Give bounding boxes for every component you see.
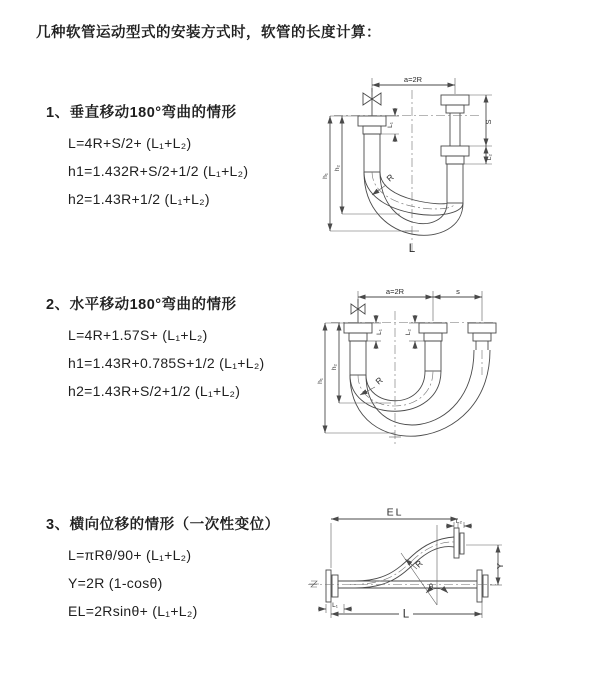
dim-el-label: EL (386, 506, 404, 519)
left-flange (326, 570, 338, 602)
dim-l2 (446, 518, 472, 528)
dim-l2-label: L₂ (455, 518, 463, 525)
dim-l1 (380, 108, 399, 142)
formula-h2: h2=1.43R+1/2 (L₁+L₂) (68, 191, 210, 207)
dim-h2-label: h₂ (331, 363, 338, 371)
valve-icon (363, 88, 381, 116)
dim-l (331, 602, 482, 621)
lower-right-flange (477, 570, 488, 602)
formula-y: Y=2R (1-cosθ) (68, 575, 163, 591)
dim-l2-label: L₂ (486, 153, 493, 161)
dim-h1-label: h₁ (322, 173, 329, 179)
left-pipe-assembly (344, 323, 372, 375)
dim-s-label: S (484, 119, 493, 125)
dim-l1-label: L₁ (376, 329, 383, 335)
centerline (308, 581, 496, 587)
dim-a2r (372, 75, 455, 94)
formula-el: EL=2Rsinθ+ (L₁+L₂) (68, 603, 198, 619)
page-title: 几种软管运动型式的安装方式时，软管的长度计算： (36, 25, 381, 41)
dim-l1-label: L₁ (387, 122, 394, 128)
formula-l: L=4R+1.57S+ (L₁+L₂) (68, 327, 208, 343)
dim-l-label: L (402, 608, 410, 621)
length-label: L (408, 243, 416, 255)
diagram-3-drawing (300, 502, 600, 645)
section-3-heading: 3、横向位移的情形（一次性变位） (46, 517, 280, 533)
dim-l1 (318, 602, 352, 613)
centerline-mark (309, 581, 319, 587)
dim-h2-label: h₂ (334, 164, 341, 172)
left-pipe-assembly (358, 116, 386, 172)
hose-s-curve (350, 537, 454, 588)
hose-u-curves (364, 172, 463, 235)
hose-u-curves (350, 350, 490, 436)
formula-h2: h2=1.43R+S/2+1/2 (L₁+L₂) (68, 383, 241, 399)
dim-y (466, 545, 505, 585)
dim-a2r-label: a=2R (385, 287, 405, 296)
dim-h2 (334, 116, 400, 214)
valve-icon (351, 299, 365, 323)
dim-a2r-and-s (358, 287, 482, 321)
angle-theta-label: θ (428, 582, 434, 591)
dim-el (331, 507, 458, 569)
dim-a2r-label: a=2R (403, 75, 423, 84)
upper-right-flange (454, 528, 464, 558)
right-pipe-assembly (441, 95, 469, 203)
dim-l2-label: L₂ (405, 328, 412, 336)
dim-y-label: Y (495, 563, 505, 569)
diagram-3-lateral-displacement (300, 502, 600, 645)
dim-l1 (367, 315, 383, 349)
section-2-heading: 2、水平移动180°弯曲的情形 (46, 297, 237, 313)
middle-pipe-assembly (419, 323, 447, 371)
formula-l: L=πRθ/90+ (L₁+L₂) (68, 547, 192, 563)
dim-l1-label: L₁ (332, 602, 338, 609)
radius-label: R (413, 558, 425, 570)
diagram-2-drawing (303, 283, 598, 453)
formula-h1: h1=1.432R+S/2+1/2 (L₁+L₂) (68, 163, 249, 179)
section-horizontal-movement (46, 296, 265, 410)
diagram-1-vertical-180-bend (300, 68, 595, 263)
radius-label: R (384, 171, 396, 184)
formula-l: L=4R+S/2+ (L₁+L₂) (68, 135, 192, 151)
section-1-heading: 1、垂直移动180°弯曲的情形 (46, 105, 237, 121)
radius-label: R (373, 374, 385, 387)
section-vertical-movement (46, 104, 248, 218)
dim-h1-label: h₁ (317, 378, 324, 384)
diagram-1-drawing (300, 68, 595, 263)
diagram-2-horizontal-180-bend (303, 283, 598, 453)
dim-h1 (317, 323, 395, 433)
right-pipe-assembly-displaced (468, 323, 496, 350)
dim-l2 (405, 315, 424, 349)
dim-s-label: s (456, 287, 460, 296)
section-lateral-displacement (46, 516, 280, 630)
formula-h1: h1=1.43R+0.785S+1/2 (L₁+L₂) (68, 355, 265, 371)
